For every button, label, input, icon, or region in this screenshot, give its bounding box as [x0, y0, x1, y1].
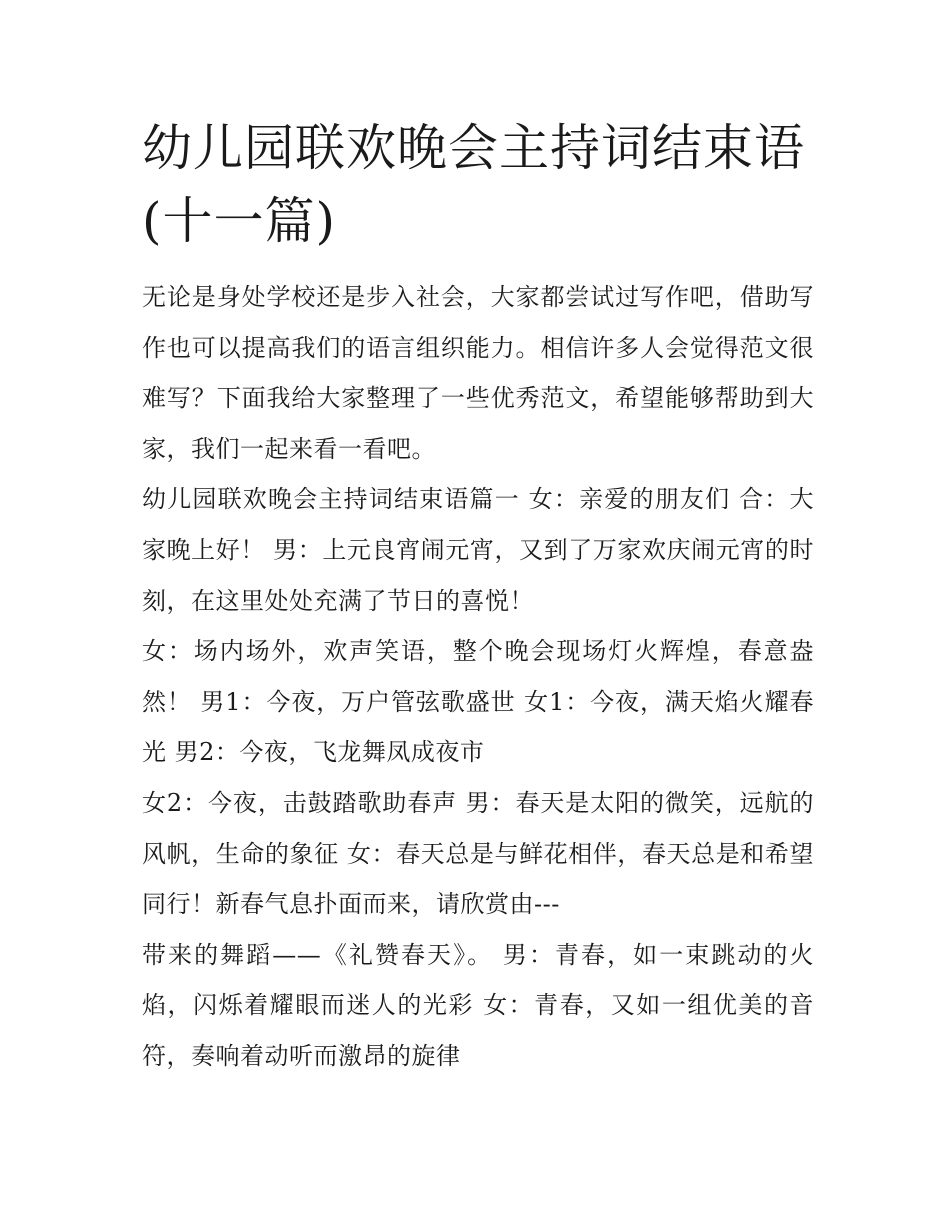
document-title: 幼儿园联欢晚会主持词结束语(十一篇) — [142, 119, 805, 250]
paragraph-1: 幼儿园联欢晚会主持词结束语篇一 女：亲爱的朋友们 合：大家晚上好！ 男：上元良宵闹元宵，又到了万家欢庆闹元宵的时刻，在这里处处充满了节日的喜悦！ — [142, 485, 814, 615]
paragraph-intro: 无论是身处学校还是步入社会，大家都尝试过写作吧，借助写作也可以提高我们的语言组织能力。相信许多人会觉得范文很难写？下面我给大家整理了一些优秀范文，希望能够帮助到大家，我们一起来看一看吧。 — [142, 283, 814, 463]
paragraph-2: 女：场内场外，欢声笑语，整个晚会现场灯火辉煌，春意盎然！ 男1：今夜，万户管弦歌盛世 女1：今夜，满天焰火耀春光 男2：今夜，飞龙舞凤成夜市 — [142, 637, 814, 767]
document-page — [142, 112, 814, 1082]
document-body — [142, 272, 814, 1082]
paragraph-4: 带来的舞蹈——《礼赞春天》。 男：青春，如一束跳动的火焰，闪烁着耀眼而迷人的光彩 女：青春，又如一组优美的音符，奏响着动听而激昂的旋律 — [142, 940, 814, 1070]
paragraph-3: 女2：今夜，击鼓踏歌助春声 男：春天是太阳的微笑，远航的风帆，生命的象征 女：春天总是与鲜花相伴，春天总是和希望同行！新春气息扑面而来，请欣赏由--- — [142, 788, 814, 919]
